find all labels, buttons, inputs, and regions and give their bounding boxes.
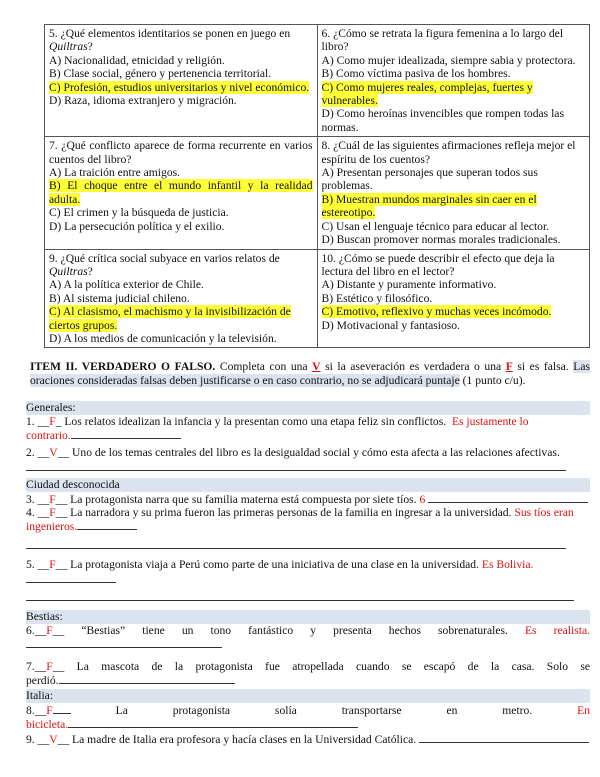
item-number: 8.__ [26,703,47,717]
item-1 [26,415,590,443]
justification: En [577,703,590,717]
statement: __ La protagonista viaja a Perú como parte de una iniciativa de una clase en la universidad. [55,558,479,572]
option-c: C) Usan el lenguaje técnico para educar al lector. [321,219,550,233]
statement: __ “Bestias” tiene un tono fantástico y presenta hechos sobrenaturales. [52,623,508,637]
f-marker: F [505,360,513,374]
option-b: B) Clase social, género y pertenencia territorial. [49,67,272,81]
book-title: Quiltras [49,264,88,278]
option-a: A) Como mujer idealizada, siempre sabia y protectora. [321,53,576,67]
answer-line[interactable] [26,460,566,471]
section-bestias [26,610,590,687]
highlighted-answer: B) El choque entre el mundo infantil y la realidad adulta. [49,179,313,206]
item-2-instructions [30,360,590,387]
option-a: A) La traición entre amigos. [49,166,181,180]
highlighted-answer: C) Profesión, estudios universitarios y nivel económico. [49,80,310,94]
statement: __ La madre de Italia era profesora y hacía clases en la Universidad Católica. [57,732,417,746]
question-6-cell [317,25,590,137]
intro-text: Completa con una [215,360,313,374]
statement: __ Uno de los temas centrales del libro es la desigualdad social y cómo esta afecta a las relaciones afectivas. [57,446,560,460]
answer-mark: F [49,506,56,519]
section-header: Italia: [26,689,590,702]
question-9-stem: 9. ¿Qué crítica social subyace en varios relatos de [49,251,280,265]
answer-line[interactable] [26,538,566,549]
answer-line[interactable] [68,717,358,728]
item-4-line [26,538,590,552]
option-d: D) Raza, idioma extranjero y migración. [49,94,237,108]
statement: __ La narradora y su prima fueron las primeras personas de la familia en ingresar a la universidad. [55,506,512,519]
item-7 [26,660,590,673]
item-5 [26,558,590,586]
question-6-stem: 6. ¿Cómo se retrata la figura femenina a lo largo del libro? [321,27,564,54]
option-b: B) Como víctima pasiva de los hombres. [321,67,511,81]
justification: Sus tíos eran [514,506,574,519]
answer-line[interactable] [53,703,71,714]
option-a: A) Nacionalidad, etnicidad y religión. [49,53,225,67]
answer-line[interactable] [77,519,137,530]
question-5-stem: 5. ¿Qué elementos identitarios se ponen en juego en [49,27,291,40]
option-a: A) Presentan personajes que superan todos sus problemas. [321,166,538,193]
book-title: Quiltras [49,40,88,54]
answer-line[interactable] [26,590,574,601]
option-d: D) La persecución política y el exilio. [49,219,225,233]
statement-continuation: perdió. [26,674,59,688]
item-2-title: ITEM II. VERDADERO O FALSO. [30,360,216,374]
section-ciudad-desconocida [26,478,590,604]
item-number: 4. __ [26,506,50,519]
answer-line[interactable] [71,428,181,439]
answer-line[interactable] [419,732,589,743]
justification: 6 [419,492,426,506]
answer-line[interactable] [428,492,588,503]
question-8-cell [317,137,590,249]
item-4 [26,506,590,534]
option-d: D) Motivacional y fantasioso. [321,318,460,332]
question-7-cell [45,137,318,249]
question-mark: ? [87,264,93,278]
justification: ingenieros. [26,520,78,534]
option-d: D) A los medios de comunicación y la televisión. [49,331,277,345]
option-c: C) El crimen y la búsqueda de justicia. [49,206,229,220]
section-header: Ciudad desconocida [26,478,590,491]
multiple-choice-table [44,24,590,348]
highlighted-instruction: Las oraciones consideradas falsas deben justificarse o en caso contrario, no se adjudicará puntaje [30,360,590,387]
item-number: 5. __ [26,558,50,572]
answer-line[interactable] [59,673,235,684]
question-10-stem: 10. ¿Cómo se puede describir el efecto que deja la lectura del libro en el lector? [321,251,555,278]
answer-mark: F [49,414,56,428]
table-row [45,249,590,348]
item-3 [26,492,590,506]
answer-mark: F [46,623,53,637]
justification: contrario. [26,428,71,442]
intro-text: si la aseveración es verdadera o una [320,360,506,374]
question-9-cell [45,249,318,348]
option-a: A) A la política exterior de Chile. [49,278,204,292]
item-5-line [26,590,590,604]
justification: Es justamente lo [451,414,529,428]
item-number: 6.__ [26,623,47,637]
item-2 [26,446,590,474]
answer-mark: V [49,446,58,460]
statement: __ La mascota de la protagonista fue atropellada cuando se escapó de la casa. Solo se [52,659,590,673]
points-note: (1 punto c/u). [459,373,526,387]
option-b: B) Al sistema judicial chileno. [49,291,190,305]
option-d: D) Como heroínas invencibles que rompen todas las normas. [321,107,564,134]
section-header: Bestias: [26,610,590,623]
question-7-stem: 7. ¿Qué conflicto aparece de forma recurrente en varios cuentos del libro? [49,139,313,166]
table-row [45,137,590,249]
item-8 [26,703,590,717]
v-marker: V [312,360,321,374]
justification: Es realista. [524,623,590,637]
option-b: B) Estético y filosófico. [321,291,433,305]
answer-mark: F [49,558,56,572]
question-10-cell [317,249,590,348]
justification: Es Bolivia. [481,558,534,572]
highlighted-answer: C) Como mujeres reales, complejas, fuertes y vulnerables. [321,80,533,108]
answer-line[interactable] [26,572,116,583]
item-6 [26,624,590,637]
answer-mark: F [49,492,56,506]
section-italia [26,689,590,746]
item-9 [26,732,590,746]
statement: _ Los relatos idealizan la infancia y la presentan como una etapa feliz sin conflictos. [55,414,447,428]
answer-mark: F [46,703,53,717]
table-row [45,25,590,137]
question-mark: ? [87,40,93,54]
highlighted-answer: C) Emotivo, reflexivo y muchas veces incómodo. [321,305,552,319]
question-5-cell [45,25,318,137]
section-generales [26,401,590,474]
answer-mark: F [46,659,53,673]
justification: bicicleta. [26,718,69,732]
item-number: 1. __ [26,414,50,428]
statement: La protagonista solía transportarse en metro. [115,703,533,717]
item-number: 7.__ [26,659,47,673]
option-d: D) Buscan promover normas morales tradicionales. [321,233,561,247]
statement: __ La protagonista narra que su familia materna está compuesta por siete tíos. [55,492,417,506]
page [26,24,590,746]
answer-mark: V [49,732,58,746]
highlighted-answer: C) Al clasismo, el machismo y la invisibilización de ciertos grupos. [49,305,291,332]
item-number: 3. __ [26,492,50,506]
intro-text: si es falsa. [512,360,574,374]
item-number: 9. __ [26,732,50,746]
section-header: Generales: [26,401,590,414]
highlighted-answer: B) Muestran mundos marginales sin caer en el estereotipo. [321,192,537,220]
option-a: A) Distante y puramente informativo. [321,278,497,292]
item-number: 2. __ [26,446,50,460]
question-8-stem: 8. ¿Cuál de las siguientes afirmaciones refleja mejor el espíritu de los cuentos? [321,139,576,166]
answer-line[interactable] [26,637,222,648]
